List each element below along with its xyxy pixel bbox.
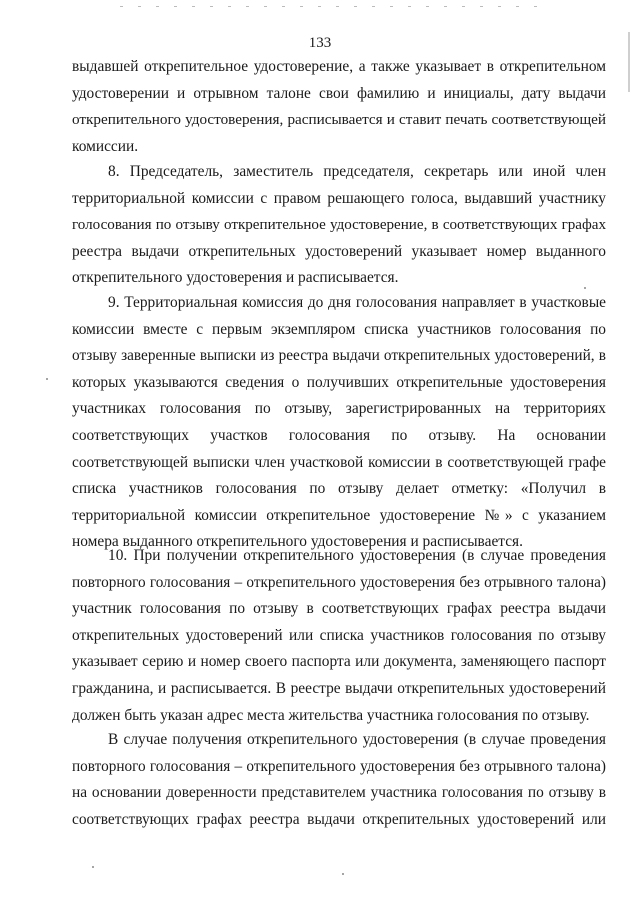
text-line: территориальной комиссии с правом решающего голоса, выдавший участнику bbox=[72, 189, 606, 207]
text-line: номера выданного открепительного удостоверения и расписывается. bbox=[72, 533, 523, 551]
paragraph-continuation bbox=[72, 54, 606, 160]
text-line: территориальной комиссии открепительное удостоверение №» с указанием bbox=[72, 506, 606, 524]
paragraph-item-10 bbox=[72, 543, 606, 729]
text-line: комиссии вместе с первым экземпляром списка участников голосования по bbox=[72, 320, 606, 338]
scan-speck bbox=[46, 378, 48, 380]
text-line: открепительного удостоверения, расписывается и ставит печать соответствующей bbox=[72, 111, 606, 129]
text-line: реестра выдачи открепительных удостоверений указывает номер выданного bbox=[72, 242, 606, 260]
text-line: повторного голосования – открепительного удостоверения без отрывного талона) bbox=[72, 757, 606, 775]
scan-speck bbox=[92, 866, 94, 868]
text-line: участниках голосования по отзыву, зарегистрированных на территориях bbox=[72, 400, 606, 418]
text-line: комиссии. bbox=[72, 137, 139, 155]
scan-artifact-top bbox=[120, 6, 540, 7]
paragraph-item-9 bbox=[72, 290, 606, 556]
text-line: повторного голосования – открепительного удостоверения без отрывного талона) bbox=[72, 573, 606, 591]
text-line: должен быть указан адрес места жительства участника голосования по отзыву. bbox=[72, 706, 590, 724]
scan-speck bbox=[342, 873, 344, 875]
text-line: открепительного удостоверения и расписывается. bbox=[72, 269, 399, 287]
page-number: 133 bbox=[308, 35, 332, 51]
text-line: гражданина, и расписывается. В реестре выдачи открепительных удостоверений bbox=[72, 679, 606, 697]
text-line: участник голосования по отзыву в соответствующих графах реестра выдачи bbox=[72, 600, 606, 618]
text-line: списка участников голосования по отзыву делает отметку: «Получил в bbox=[72, 480, 606, 498]
text-line: В случае получения открепительного удостоверения (в случае проведения bbox=[108, 731, 606, 748]
text-line: на основании доверенности представителем участника голосования по отзыву в bbox=[72, 784, 606, 802]
text-line: голосования по отзыву открепительное удостоверение, в соответствующих графах bbox=[72, 217, 606, 234]
text-line: соответствующих графах реестра выдачи открепительных удостоверений или bbox=[72, 810, 606, 828]
text-line: удостоверении и отрывном талоне свои фамилию и инициалы, дату выдачи bbox=[72, 84, 606, 102]
text-line: которых указываются сведения о получивших открепительные удостоверения bbox=[72, 373, 606, 391]
paragraph-item-8 bbox=[72, 159, 606, 292]
text-line: 8. Председатель, заместитель председателя, секретарь или иной член bbox=[108, 163, 606, 180]
text-line: соответствующих участков голосования по отзыву. На основании bbox=[72, 426, 606, 444]
text-line: открепительных удостоверений или списка участников голосования по отзыву bbox=[72, 626, 606, 644]
text-line: 9. Территориальная комиссия до дня голосования направляет в участковые bbox=[108, 294, 606, 311]
text-line: указывает серию и номер своего паспорта или документа, заменяющего паспорт bbox=[72, 653, 606, 671]
text-line: выдавшей открепительное удостоверение, а также указывает в открепительном bbox=[72, 58, 606, 75]
paragraph-proxy-case bbox=[72, 727, 606, 833]
text-line: 10. При получении открепительного удостоверения (в случае проведения bbox=[108, 547, 606, 564]
text-line: отзыву заверенные выписки из реестра выдачи открепительных удостоверений, в bbox=[72, 347, 606, 365]
scan-speck bbox=[584, 287, 586, 289]
text-line: соответствующей выписки член участковой комиссии в соответствующей графе bbox=[72, 453, 606, 471]
